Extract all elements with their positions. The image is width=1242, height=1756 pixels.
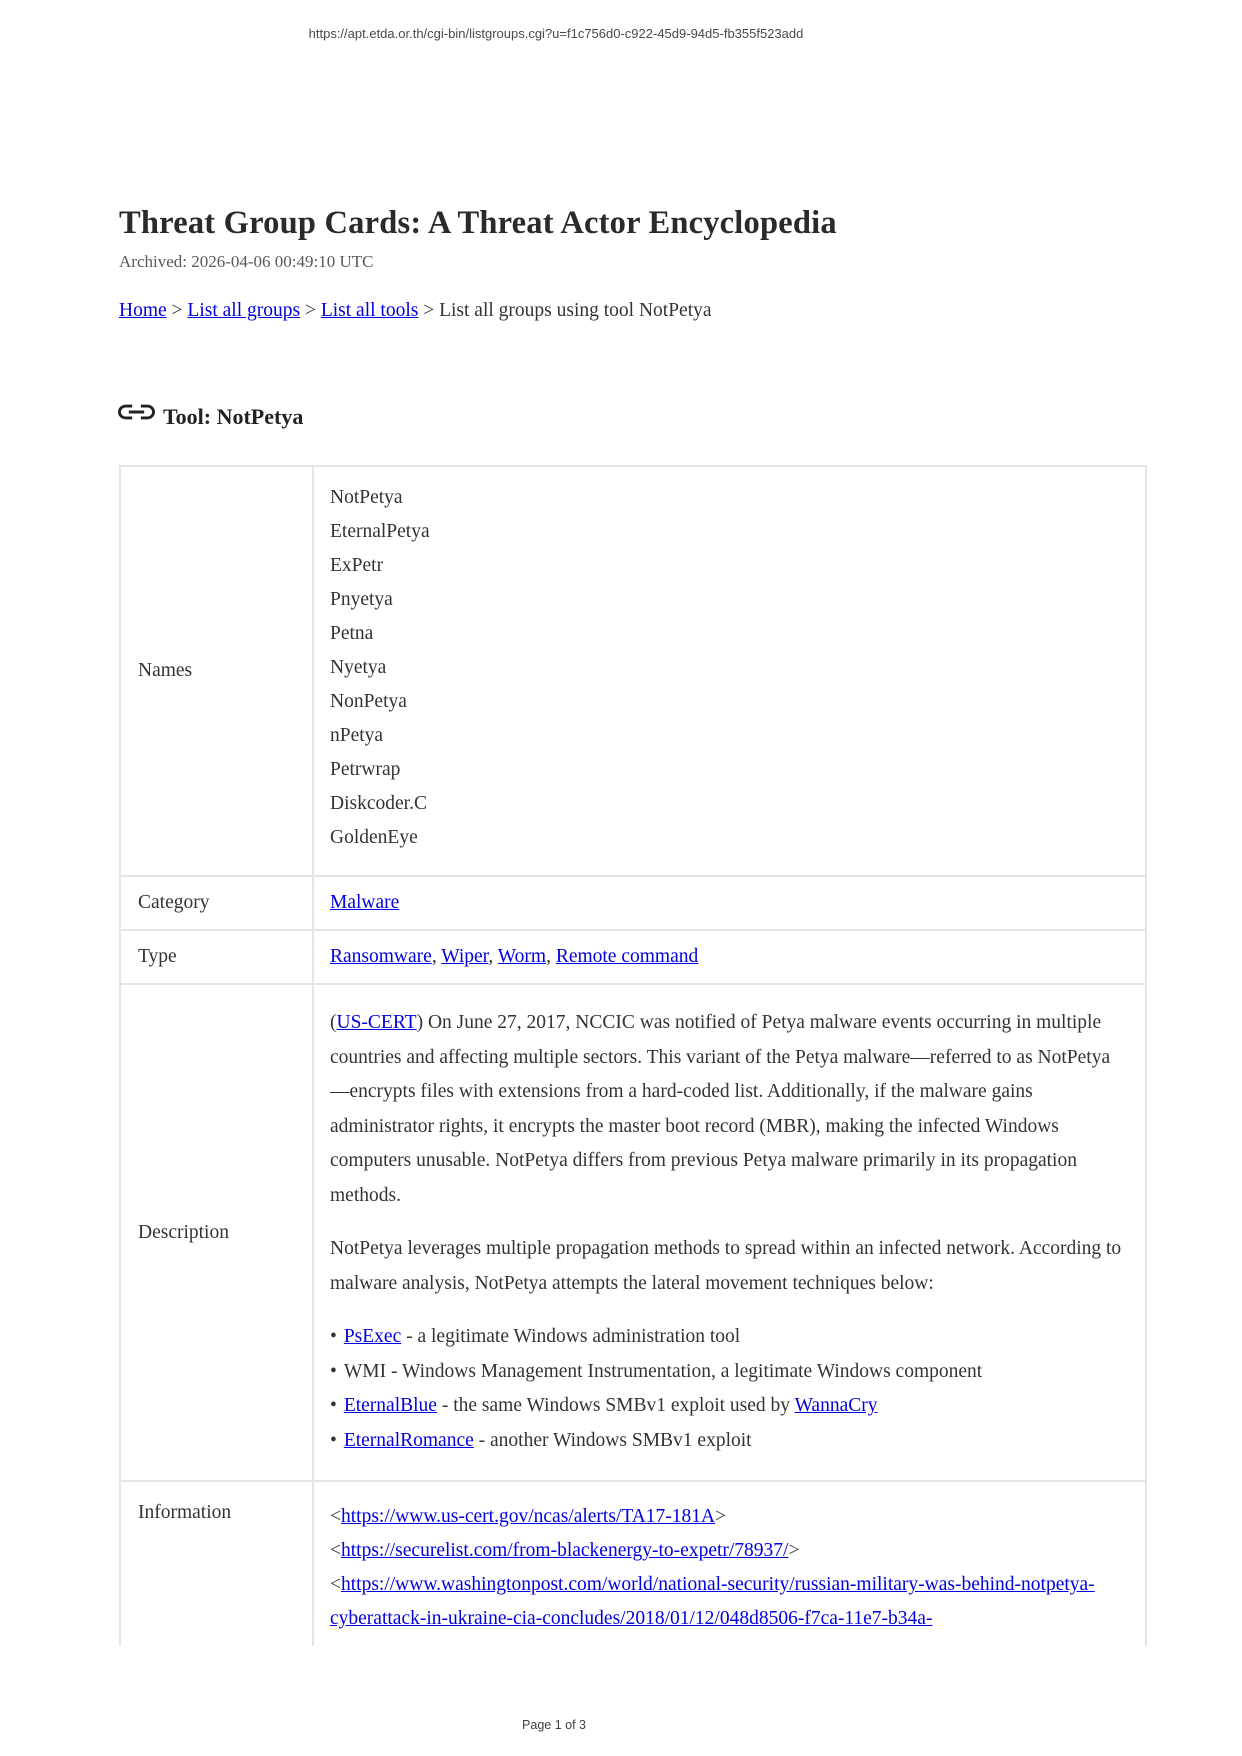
name-line: Petna [330,623,374,644]
bullet-wmi [330,1355,1127,1390]
washingtonpost-link[interactable]: https://www.washingtonpost.com/world/national-security/russian-military-was-behind-notpetya-cyberattack-in-ukraine-cia-concludes/2018/01/12/048d8506-f7ca-11e7-b34a- [330,1574,1095,1629]
breadcrumb-separator: > [300,300,321,321]
angle-close: > [715,1506,727,1527]
information-link-line [330,1568,1127,1636]
description-paragraph-2: NotPetya leverages multiple propagation methods to spread within an infected network. According to malware analysis, NotPetya attempts the lateral movement techniques below: [330,1238,1122,1294]
angle-open: < [330,1506,341,1527]
us-cert-link[interactable]: US-CERT [336,1012,417,1033]
names-label: Names [120,466,313,876]
bullet-dot: • [330,1360,337,1382]
page-number: Page 1 of 3 [522,1718,586,1732]
bullet-eternalblue-text: - the same Windows SMBv1 exploit used by [436,1395,795,1416]
names-value-cell [313,466,1146,876]
type-worm-link[interactable]: Worm [497,946,547,967]
tool-heading: Tool: NotPetya [163,404,304,429]
type-wiper-link[interactable]: Wiper [441,946,489,967]
type-separator: , [488,946,498,967]
permalink-chain-icon[interactable] [118,401,155,423]
name-line: GoldenEye [330,827,418,848]
information-link-line [330,1534,1127,1568]
table-row-type [120,930,1146,984]
tool-card-table-container [119,465,1147,1646]
bullet-dot: • [330,1429,337,1451]
bullet-psexec [330,1320,1127,1355]
breadcrumb-home-link[interactable]: Home [119,300,167,321]
bullet-dot: • [330,1326,337,1347]
breadcrumb-all-tools-link[interactable]: List all tools [320,300,419,321]
description-bullet-list [330,1320,1127,1458]
bullet-eternalromance [330,1424,1127,1459]
bullet-wmi-text: WMI - Windows Management Instrumentation, a legitimate Windows component [343,1360,983,1382]
description-value-cell [313,984,1146,1481]
bullet-psexec-text: - a legitimate Windows administration tool [401,1326,741,1347]
table-row-category [120,876,1146,930]
type-separator: , [431,946,442,967]
category-label: Category [120,876,313,930]
information-label: Information [120,1481,313,1646]
type-remote-command-link[interactable]: Remote command [555,946,699,967]
type-label: Type [120,930,313,984]
information-value-cell [313,1481,1146,1646]
bullet-eternalromance-text: - another Windows SMBv1 exploit [473,1429,752,1451]
description-paragraph-1-text: ) On June 27, 2017, NCCIC was notified of Petya malware events occurring in multiple countries and affecting multiple sectors. This variant of the Petya malware—referred to as NotPetya—encrypts files with extensions from a hard-coded list. Additionally, if the malware gains administrator rights, it encrypts the master boot record (MBR), making the infected Windows computers unusable. NotPetya differs from previous Petya malware primarily in its propagation methods. [330,1012,1111,1206]
name-line: EternalPetya [330,521,430,542]
bullet-eternalblue [330,1389,1127,1424]
paren-open: ( [330,1012,337,1033]
name-line: Pnyetya [330,589,393,610]
bullet-dot: • [330,1395,337,1416]
type-value-cell [313,930,1146,984]
type-separator: , [546,946,556,967]
psexec-link[interactable]: PsExec [343,1326,402,1347]
name-line: Petrwrap [330,759,401,780]
angle-open: < [330,1574,341,1595]
description-label: Description [120,984,313,1481]
table-row-description [120,984,1146,1481]
angle-close: > [788,1540,800,1561]
archived-timestamp: Archived: 2026-04-06 00:49:10 UTC [119,252,374,271]
eternalromance-link[interactable]: EternalRomance [343,1429,474,1451]
page-title: Threat Group Cards: A Threat Actor Encyclopedia [119,205,837,241]
category-value-cell [313,876,1146,930]
name-line: Diskcoder.C [330,793,427,814]
wannacry-link[interactable]: WannaCry [794,1395,878,1416]
description-paragraph-1 [330,1006,1127,1213]
name-line: NotPetya [330,487,403,508]
type-ransomware-link[interactable]: Ransomware [330,946,432,967]
breadcrumb-all-groups-link[interactable]: List all groups [187,300,301,321]
eternalblue-link[interactable]: EternalBlue [343,1395,437,1416]
table-row-information [120,1481,1146,1646]
name-line: NonPetya [330,691,407,712]
breadcrumb-separator: > [418,300,440,321]
table-row-names [120,466,1146,876]
breadcrumb [119,300,712,322]
breadcrumb-current: List all groups using tool NotPetya [439,300,712,321]
us-cert-alert-link[interactable]: https://www.us-cert.gov/ncas/alerts/TA17-181A [341,1506,716,1527]
category-malware-link[interactable]: Malware [330,892,400,913]
angle-open: < [330,1540,341,1561]
browser-print-url: https://apt.etda.or.th/cgi-bin/listgroups.cgi?u=f1c756d0-c922-45d9-94d5-fb355f523add [308,26,804,41]
securelist-link[interactable]: https://securelist.com/from-blackenergy-to-expetr/78937/ [341,1540,789,1561]
information-link-line [330,1500,1127,1534]
name-line: Nyetya [330,657,387,678]
name-line: nPetya [330,725,384,746]
breadcrumb-separator: > [166,300,188,321]
name-line: ExPetr [330,555,384,576]
tool-card-table [119,465,1147,1646]
